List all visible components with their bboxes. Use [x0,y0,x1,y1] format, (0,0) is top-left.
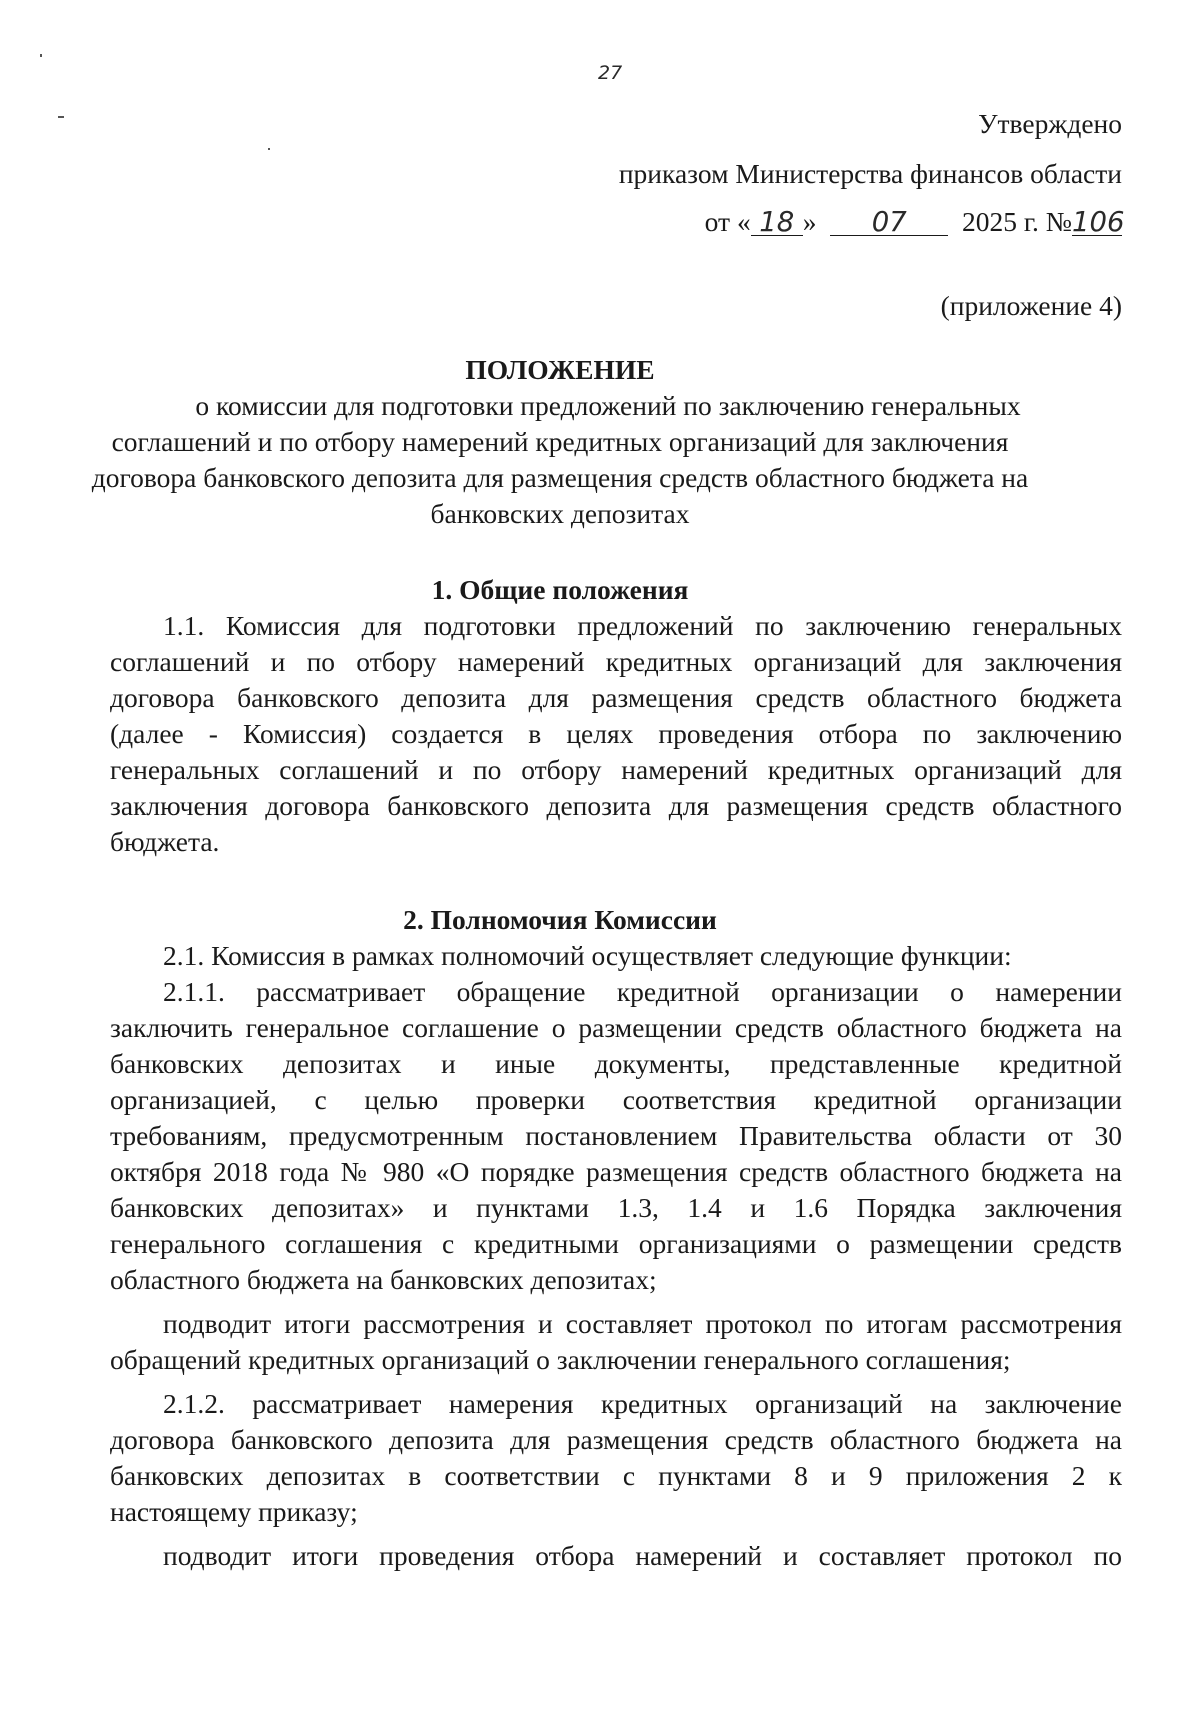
paragraph-line: подводит итоги рассмотрения и составляет протокол по итогам рассмотрения [163,1308,1122,1339]
paragraph-line: банковских депозитах» и пунктами 1.3, 1.4 и 1.6 Порядка заключения [110,1192,1122,1223]
date-prefix: от « [704,206,751,237]
paragraph-line: генеральных соглашений и по отбору намерений кредитных организаций для [110,754,1122,785]
date-mid: » [802,206,817,237]
paragraph-line: договора банковского депозита для размещения средств областного бюджета на [110,1424,1122,1455]
paragraph-line: обращений кредитных организаций о заключении генерального соглашения; [110,1344,1011,1375]
paragraph-line: требованиям, предусмотренным постановлением Правительства области от 30 [110,1120,1122,1151]
document-subtitle-line: договора банковского депозита для размещения средств областного бюджета на [91,462,1029,493]
order-number: 106 [1072,206,1125,238]
paragraph-line: договора банковского депозита для размещения средств областного бюджета [110,682,1122,713]
paragraph-line: банковских депозитах и иные документы, представленные кредитной [110,1048,1122,1079]
paragraph-line: (далее - Комиссия) создается в целях проведения отбора по заключению [110,718,1122,749]
paragraph-line: 2.1.1. рассматривает обращение кредитной организации о намерении [163,976,1122,1007]
paragraph-line: банковских депозитах в соответствии с пунктами 8 и 9 приложения 2 к [110,1460,1122,1491]
paragraph-line: заключить генеральное соглашение о размещении средств областного бюджета на [110,1012,1122,1043]
approval-label: Утверждено [978,108,1122,139]
paragraph-line: 2.1. Комиссия в рамках полномочий осуществляет следующие функции: [163,940,1012,971]
paragraph-line: организацией, с целью проверки соответствия кредитной организации [110,1084,1122,1115]
paragraph-line: 2.1.2. рассматривает намерения кредитных организаций на заключение [163,1388,1122,1419]
page-number: 27 [598,62,623,84]
document-subtitle-line: банковских депозитах [430,498,690,529]
paragraph-line: октября 2018 года № 980 «О порядке размещения средств областного бюджета на [110,1156,1122,1187]
date-day: 18 [751,209,803,236]
section-heading: 1. Общие положения [431,574,689,605]
paragraph-line: настоящему приказу; [110,1496,358,1527]
document-subtitle-line: о комиссии для подготовки предложений по заключению генеральных [195,390,1021,421]
section-heading: 2. Полномочия Комиссии [403,904,717,935]
paragraph-line: заключения договора банковского депозита для размещения средств областного [110,790,1122,821]
paragraph-line: генерального соглашения с кредитными организациями о размещении средств [110,1228,1122,1259]
approval-date-line [704,206,1125,238]
document-title: ПОЛОЖЕНИЕ [465,354,655,385]
paragraph-line: бюджета. [110,826,220,857]
paragraph-line: подводит итоги проведения отбора намерений и составляет протокол по [163,1540,1122,1571]
scan-speck [58,116,64,118]
date-month: 07 [830,209,948,236]
document-subtitle-line: соглашений и по отбору намерений кредитных организаций для заключения [111,426,1009,457]
scan-speck [40,54,42,57]
paragraph-line: областного бюджета на банковских депозитах; [110,1264,657,1295]
date-year: 2025 г. № [961,206,1072,237]
paragraph-line: 1.1. Комиссия для подготовки предложений по заключению генеральных [163,610,1122,641]
scan-speck [268,148,270,150]
appendix-label: (приложение 4) [940,290,1122,321]
paragraph-line: соглашений и по отбору намерений кредитных организаций для заключения [110,646,1122,677]
approval-order-line: приказом Министерства финансов области [618,158,1122,189]
